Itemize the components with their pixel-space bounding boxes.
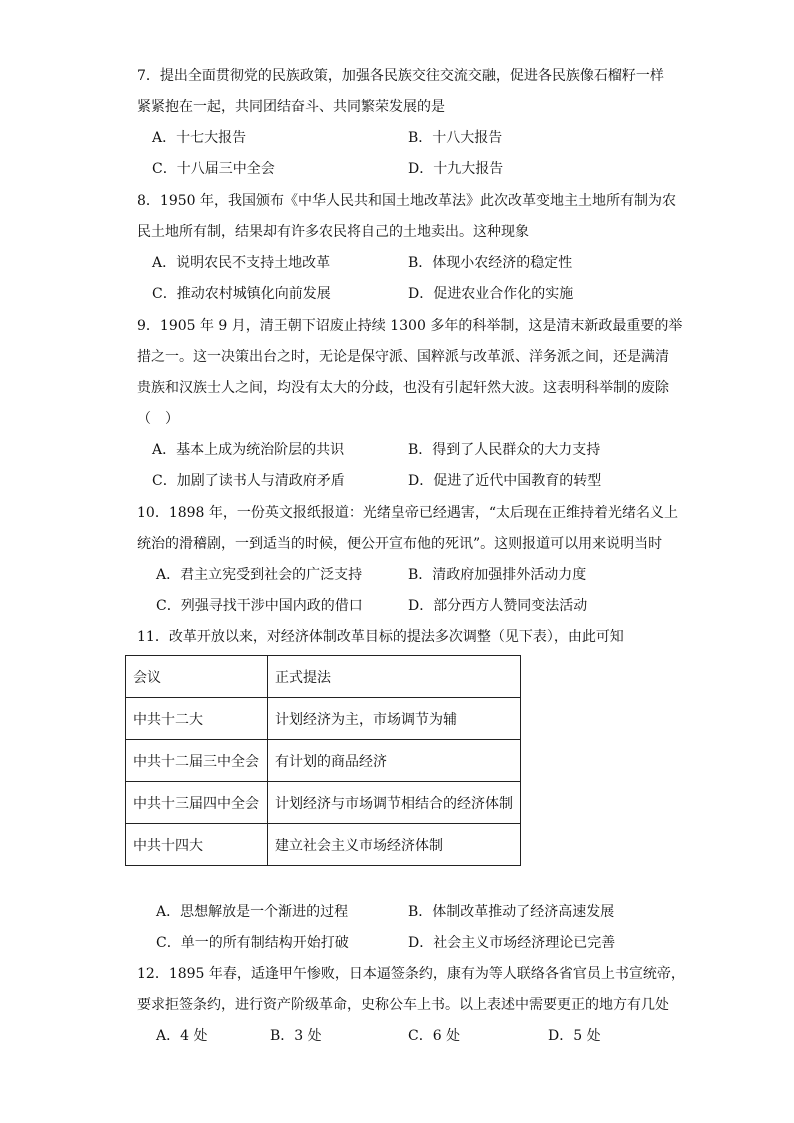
q9-option-d: D．促进了近代中国教育的转型 [408, 473, 602, 489]
q7-option-a: A．十七大报告 [152, 130, 247, 146]
table-header-cell: 正式提法 [268, 656, 521, 698]
q12-stem-line1: 12．1895 年春，适逢甲午惨败，日本逼签条约，康有为等人联络各省官员上书宣统帝， [137, 966, 685, 982]
q10-option-d: D．部分西方人赞同变法活动 [408, 598, 588, 614]
table-row [126, 740, 521, 782]
q11-option-b: B．体制改革推动了经济高速发展 [408, 904, 615, 920]
q8-option-c: C．推动农村城镇化向前发展 [152, 286, 331, 302]
q7-stem-line1: 7．提出全面贯彻党的民族政策，加强各民族交往交流交融，促进各民族像石榴籽一样 [137, 68, 664, 84]
table-cell: 中共十二届三中全会 [126, 740, 268, 782]
q7-stem-line2: 紧紧抱在一起，共同团结奋斗、共同繁荣发展的是 [137, 99, 445, 115]
q8-option-a: A．说明农民不支持土地改革 [152, 255, 331, 271]
q9-stem-line2: 措之一。这一决策出台之时，无论是保守派、国粹派与改革派、洋务派之间，还是满清 [137, 349, 669, 365]
q7-option-d: D．十九大报告 [408, 161, 504, 177]
table-row [126, 824, 521, 866]
table-cell: 中共十三届四中全会 [126, 782, 268, 824]
q11-option-c: C．单一的所有制结构开始打破 [156, 935, 349, 951]
q12-option-b: B．3 处 [270, 1028, 322, 1044]
q7-option-b: B．十八大报告 [408, 130, 503, 146]
q12-option-a: A．4 处 [156, 1028, 208, 1044]
q9-stem-line1: 9．1905 年 9 月，清王朝下诏废止持续 1300 多年的科举制，这是清末新政最重要的举 [137, 318, 683, 334]
table-cell: 计划经济为主，市场调节为辅 [268, 698, 521, 740]
q11-table [125, 655, 521, 866]
q12-option-d: D．5 处 [548, 1028, 601, 1044]
q10-option-c: C．列强寻找干涉中国内政的借口 [156, 598, 363, 614]
q8-stem-line2: 民土地所有制，结果却有许多农民将自己的土地卖出。这种现象 [137, 224, 529, 240]
table-cell: 计划经济与市场调节相结合的经济体制 [268, 782, 521, 824]
q8-option-b: B．体现小农经济的稳定性 [408, 255, 573, 271]
table-cell: 中共十四大 [126, 824, 268, 866]
q12-stem-line2: 要求拒签条约，进行资产阶级革命，史称公车上书。以上表述中需要更正的地方有几处 [137, 997, 669, 1013]
table-cell: 有计划的商品经济 [268, 740, 521, 782]
q9-option-b: B．得到了人民群众的大力支持 [408, 442, 601, 458]
q10-option-a: A．君主立宪受到社会的广泛支持 [156, 567, 363, 583]
q7-option-c: C．十八届三中全会 [152, 161, 275, 177]
table-header-cell: 会议 [126, 656, 268, 698]
q11-option-d: D．社会主义市场经济理论已完善 [408, 935, 616, 951]
q8-option-d: D．促进农业合作化的实施 [408, 286, 574, 302]
q11-option-a: A．思想解放是一个渐进的过程 [156, 904, 349, 920]
q11-stem-line1: 11．改革开放以来，对经济体制改革目标的提法多次调整（见下表），由此可知 [137, 629, 624, 645]
q9-option-c: C．加剧了读书人与清政府矛盾 [152, 473, 345, 489]
q10-stem-line1: 10．1898 年，一份英文报纸报道：光绪皇帝已经遇害，“太后现在正维持着光绪名义上 [137, 505, 679, 521]
table-cell: 中共十二大 [126, 698, 268, 740]
table-header-row [126, 656, 521, 698]
q9-option-a: A．基本上成为统治阶层的共识 [152, 442, 345, 458]
q9-answer-blank: （ ） [137, 411, 179, 427]
q12-option-c: C．6 处 [408, 1028, 461, 1044]
table-cell: 建立社会主义市场经济体制 [268, 824, 521, 866]
q10-stem-line2: 统治的滑稽剧，一到适当的时候，便公开宣布他的死讯”。这则报道可以用来说明当时 [137, 536, 663, 552]
table-row [126, 782, 521, 824]
q8-stem-line1: 8．1950 年，我国颁布《中华人民共和国土地改革法》此次改革变地主土地所有制为农 [137, 193, 676, 209]
table-row [126, 698, 521, 740]
q9-stem-line3: 贵族和汉族士人之间，均没有太大的分歧，也没有引起轩然大波。这表明科举制的废除 [137, 380, 669, 396]
q10-option-b: B．清政府加强排外活动力度 [408, 567, 587, 583]
